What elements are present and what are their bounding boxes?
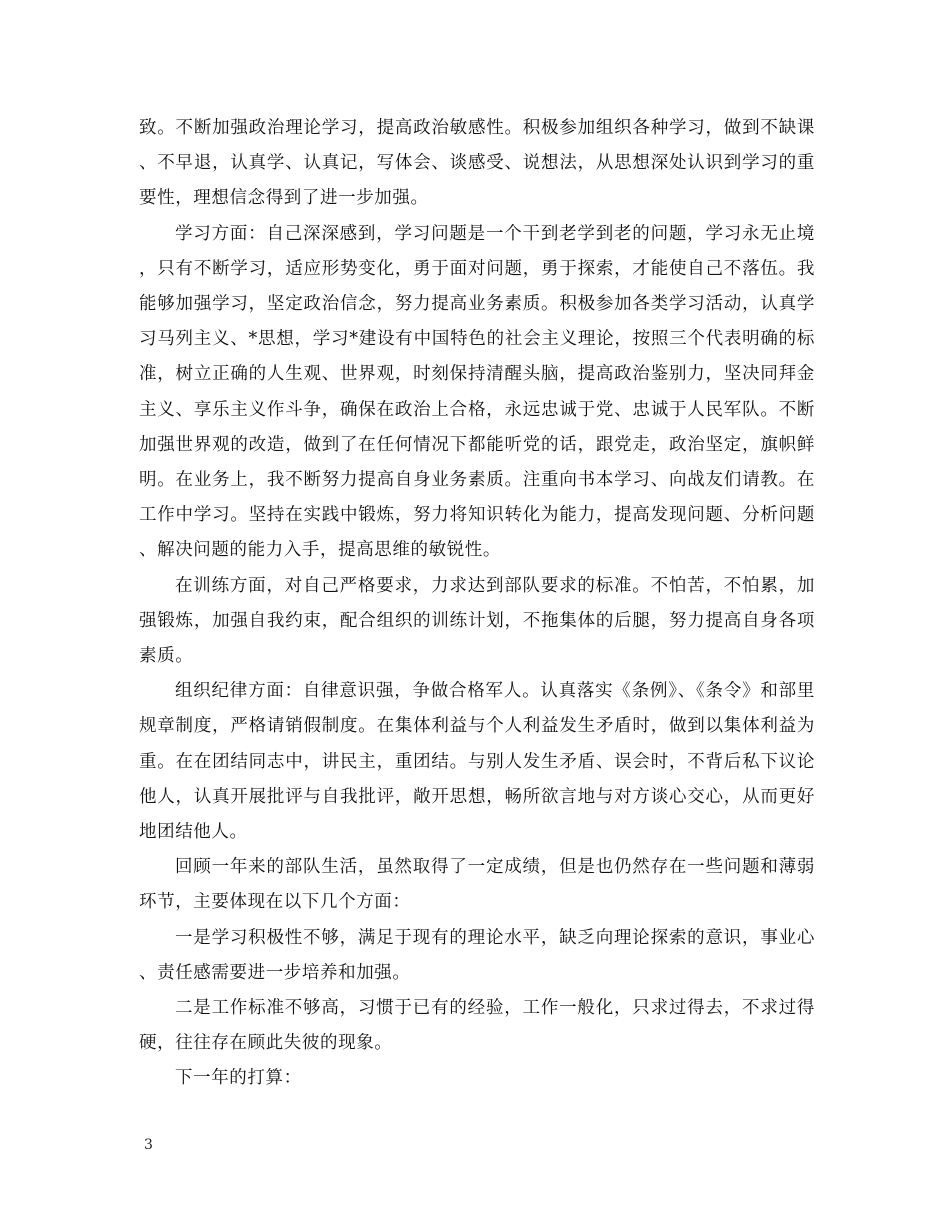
paragraph-issue-one: 一是学习积极性不够，满足于现有的理论水平，缺乏向理论探索的意识，事业心、责任感需要进一步培养和加强。 (139, 927, 815, 983)
page-number: 3 (144, 1137, 153, 1153)
paragraph-review: 回顾一年来的部队生活，虽然取得了一定成绩，但是也仍然存在一些问题和薄弱环节，主要体现在以下几个方面： (139, 857, 815, 913)
paragraph-continuation: 致。不断加强政治理论学习，提高政治敏感性。积极参加组织各种学习，做到不缺课、不早退，认真学、认真记，写体会、谈感受、说想法，从思想深处认识到学习的重要性，理想信念得到了进一步加强。 (139, 118, 815, 209)
paragraph-discipline: 组织纪律方面：自律意识强，争做合格军人。认真落实《条例》、《条令》和部里规章制度，严格请销假制度。在集体利益与个人利益发生矛盾时，做到以集体利益为重。在在团结同志中，讲民主，重团结。与别人发生矛盾、误会时，不背后私下议论他人，认真开展批评与自我批评，敞开思想，畅所欲言地与对方谈心交心，从而更好地团结他人。 (139, 681, 815, 843)
document-body (139, 111, 815, 1097)
paragraph-training: 在训练方面，对自己严格要求，力求达到部队要求的标准。不怕苦，不怕累，加强锻炼，加强自我约束，配合组织的训练计划，不拖集体的后腿，努力提高自身各项素质。 (139, 575, 815, 667)
paragraph-issue-two: 二是工作标准不够高，习惯于已有的经验，工作一般化，只求过得去，不求过得硬，往往存在顾此失彼的现象。 (139, 998, 815, 1054)
paragraph-next-year-plan: 下一年的打算： (175, 1068, 302, 1089)
paragraph-study: 学习方面：自己深深感到，学习问题是一个干到老学到老的问题，学习永无止境，只有不断学习，适应形势变化，勇于面对问题，勇于探索，才能使自己不落伍。我能够加强学习，坚定政治信念，努力提高业务素质。积极参加各类学习活动，认真学习马列主义、*思想，学习*建设有中国特色的社会主义理论，按照三个代表明确的标准，树立正确的人生观、世界观，时刻保持清醒头脑，提高政治鉴别力，坚决同拜金主义、享乐主义作斗争，确保在政治上合格，永远忠诚于党、忠诚于人民军队。不断加强世界观的改造，做到了在任何情况下都能听党的话，跟党走，政治坚定，旗帜鲜明。在业务上，我不断努力提高自身业务素质。注重向书本学习、向战友们请教。在工作中学习。坚持在实践中锻炼，努力将知识转化为能力，提高发现问题、分析问题、解决问题的能力入手，提高思维的敏锐性。 (139, 223, 815, 561)
